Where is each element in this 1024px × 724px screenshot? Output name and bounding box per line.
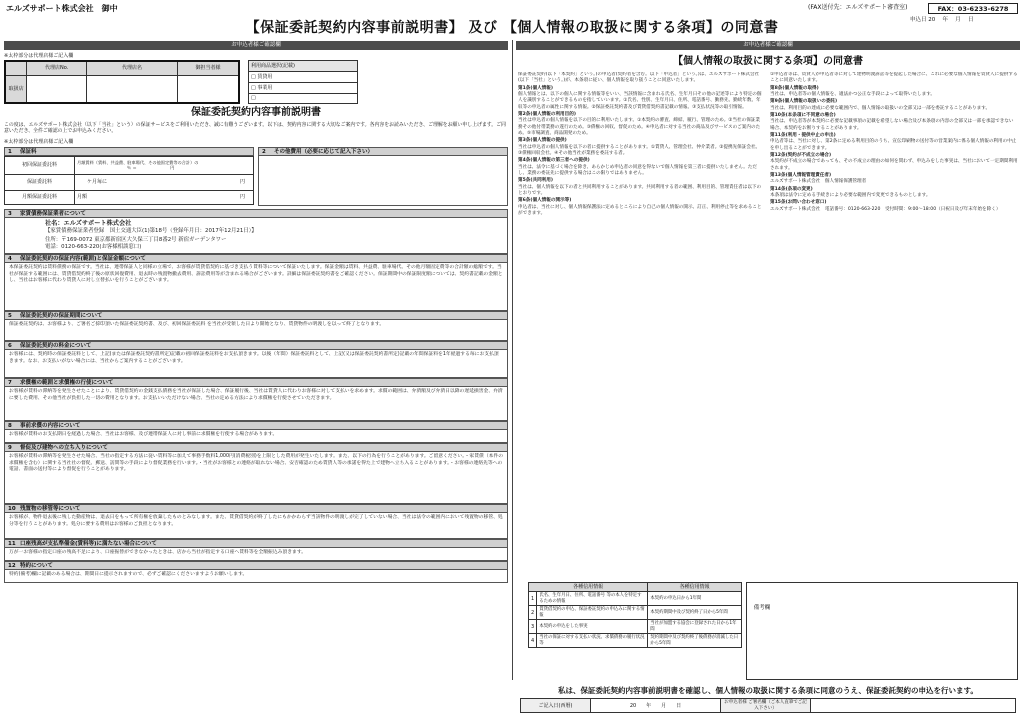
usage-option-rental[interactable]: □ 賃貸用 [249, 72, 358, 83]
table-cell: 本契約の申込日から1年間 [648, 592, 742, 606]
section-7-body: お客様が賃料の滞納等を発生させたことにより、賃貸借契約の金銭支払債務を当社が保証した場合、保証履行後、当社は賃貸人に代わりお客様に対して支払いを求めます。求償の範囲は、弁済額及び弁済日以降の遅延損害金、弁済に要した費用、その他当社が負担した一切の費用となります。お支払いいただけない場合、当社の定める方法により求償権を行使させていただきます。 [4, 387, 508, 421]
fee-row-detail: ケ月毎に [87, 179, 108, 186]
fee-row-detail: 月額 [77, 194, 88, 201]
page-title: 【保証委託契約内容事前説明書】 及び 【個人情報の取扱に関する条項】の同意書 [245, 20, 779, 36]
privacy-title: 【個人情報の取扱に関する条項】の同意書 [673, 56, 863, 67]
left-confirm-bar: お申込者様ご確認欄 [4, 41, 508, 50]
fee-row-name: 月額保証委託料 [5, 190, 75, 204]
table-row-num: 1 [529, 592, 537, 606]
company-registration: 【家賃債務保証業者登録 国土交通大臣(1)第18号（登録年月日：2017年12月21日）】 [45, 227, 257, 234]
table-row-num: 3 [529, 620, 537, 634]
section-6-head: 6 保証委託契約の料金について [4, 341, 508, 350]
section-5-head: 5 保証委託契約の保証期間について [4, 311, 508, 320]
fax-label: (FAX送付先：エルズサポート審査室) [808, 4, 908, 11]
section-9-body: お客様が賃料の滞納等を発生させた場合、当社の指定する方法に従い賃料等に加えて事務手数料1,000円(消費税別)を上限とした費用が発生いたします。また、以下の行為を行うことがあります。ご留意ください。・家賃債（本件の求償権を含む）に関する当社社の督促、郵送、訪問等の手段により督促業務を行います。・当社がお客様との連絡が取れない場合、安否確認のため賃貸人等の承諾を得た上で建物へ立ち入ることがあります。・お客様の連絡先等への電話、書面の送付等により督促を行うことがあります。 [4, 452, 508, 504]
signature-label: お申込者様 ご署名欄（ご本人直筆でご記入下さい） [721, 699, 811, 713]
section-12-head: 12 特約について [4, 561, 508, 570]
table-cell: 当社の保証に対する支払い状況、求償債務の履行状況等 [537, 634, 648, 648]
fee-section [4, 147, 254, 206]
section-4-head: 4 保証委託契約の保証内容(範囲)と保証金額について [4, 254, 508, 263]
agency-table [4, 60, 240, 104]
fee-row-value[interactable]: ％ ＝ 円 [127, 165, 175, 171]
fax-number: FAX：03-6233-6278 [928, 3, 1018, 14]
agency-staff-field[interactable] [178, 75, 239, 103]
doc-title: 保証委託契約内容事前説明書 [191, 107, 321, 119]
fee-table [4, 156, 254, 205]
fee-row-detail: 月額賃料（賃料、共益費、駐車場代、その他固定費等の合計）の [77, 160, 199, 165]
section-4-body: 本保証委託契約は賃料債務の保証です。当社は、連帯保証人と同様の立場で、お客様が賃貸借契約に基づき支払う賃料等について保証いたします。保証金額は賃料、共益費、駐車場代、その他月額固定費等の合計額の総額です。当社が保証する範囲には、賃貸借契約終了後の原状回復費用、退去時の残置物撤去費用、訴訟費用等が含まれる場合がございます。詳細は保証委託契約書をご確認ください。保証期間中の保証限度額については、契約書記載の金額とし、当社はお客様に代わり賃貸人に対し立替払いを行うことがございます。 [4, 263, 508, 311]
fee-row-name: 初回保証委託料 [5, 156, 75, 174]
section-7-head: 7 求償権の範囲と求償権の行使について [4, 378, 508, 387]
section-12-body: 特約(備考)欄に記載のある場合は、期間日に提示されますので、必ずご確認にくださいますようお願いします。 [4, 570, 508, 583]
section-8-head: 8 事前求償の内容について [4, 421, 508, 430]
right-confirm-bar: お申込者様ご確認欄 [516, 41, 1020, 50]
usage-title: 利用商品選択(記載) [249, 61, 358, 72]
agency-corner [5, 61, 27, 75]
table-row-num: 4 [529, 634, 537, 648]
company-name: 社名：エルズサポート株式会社 [45, 219, 132, 227]
table-cell: 氏名、生年月日、住所、電話番号 等の本人を特定するための情報 [537, 592, 648, 606]
agency-staff-header: 御担当者様 [178, 61, 239, 75]
table-cell: 契約期間中及び契約終了後債務が消滅した日から5年間 [648, 634, 742, 648]
table-row-num: 2 [529, 606, 537, 620]
retention-header: 各種信用情報 [648, 583, 742, 592]
addressee: エルズサポート株式会社 御中 [6, 4, 118, 13]
date-field[interactable]: 20 年 月 日 [591, 699, 721, 713]
fee-row-value[interactable]: 円 [239, 194, 245, 201]
fee-section-head: 1 保証料 [4, 147, 254, 156]
agency-row-label: 取扱店 [5, 75, 27, 103]
privacy-clauses-right: ①申込者等は、賃貸人が申込者等に対して建物明渡訴訟等を提起した場合に、これに必要な個人情報を賃貸人に提供することに同意いたします。 第8条(個人情報の取得) 当社は、申込者等の個人情報を、適法かつ公正な手段によって取得いたします。 第9条(個人情報の取扱いの委託) 当社は、利用目的の達成に必要な範囲内で、個人情報の取扱いの全部又は一部を委託することがあります。 第10条(本条項に不同意の場合) 当社は、申込者等が本契約に必要な記載事項の記載を希望しない場合及び本条項の内容の全部又は一部を承認できない場合、本契約をお断りすることがあります。 第11条(利用・提供中止の申出) 申込者等は、当社に対し、第2条に定める利用目的のうち、宣伝印刷物の送付等の営業案内に係る個人情報の利用の中止を申し出ることができます。 第12条(契約が不成立の場合) 本契約が不成立の場合であっても、その不成立の理由の如何を問わず、申込みをした事実は、当社において一定期間利用されます。 第13条(個人情報管理責任者) エルズサポート株式会社 個人情報保護管理者 第14条(条項の変更) 本条項は法令に定める手続きにより必要な範囲内で変更できるものとします。 第15条(お問い合わせ窓口) エルズサポート株式会社 電話番号：0120-663-220 受付時間：9:00～18:00（日祝日及び年末年始を除く） [770, 72, 1018, 212]
date-label: ご記入日(西暦) [521, 699, 591, 713]
section-6-body: お客様には、契約時の保証委託料として、上記(または保証委託契約書所定)記載の初回保証委託料をお支払頂きます。以後（年間）保証委託料として、上記(又は保証委託契約書所定)記載の年間保証料を1年経過する毎にお支払頂きます。なお、お支払いがない場合には、当社からご案内することがございます。 [4, 350, 508, 378]
agency-name-header: 代理店名 [86, 61, 177, 75]
table-cell: 当社が加盟する協会に登録された日から1年間 [648, 620, 742, 634]
table-cell: 本契約期間中及び契約終了日から5年間 [648, 606, 742, 620]
fee-row-name: 保証委託料 [5, 174, 75, 190]
section-3-body [4, 218, 508, 255]
signature-table [520, 698, 1016, 713]
agency-no-header: 代理店No. [27, 61, 87, 75]
other-fees-head: 2 その他費用（必要に応じて記入下さい） [258, 147, 508, 156]
usage-option-business[interactable]: □ 事業用 [249, 82, 358, 93]
section-10-body: お客様が、物件退去後に残した動産物は、退去日をもって所有権を放棄したものとみなします。また、賃貸借契約が終了したにもかかわらず当該物件の明渡しが完了していない場合、当社は法令の範囲内において残置物の移管、処分等を行うことがあります。処分に要する費用はお客様のご負担となります。 [4, 513, 508, 539]
application-date: 申込日 20 年 月 日 [910, 17, 974, 23]
section-11-head: 11 口座残高が支払準備金(賃料等)に満たない場合について [4, 539, 508, 548]
consent-statement: 私は、保証委託契約内容事前説明書を確認し、個人情報の取扱に関する条項に同意のうえ、保証委託契約の申込を行います。 [558, 686, 978, 695]
agency-name-field[interactable] [86, 75, 177, 103]
table-cell: 本契約の申込をした事実 [537, 620, 648, 634]
remarks-box[interactable] [746, 582, 1018, 680]
usage-option-other[interactable]: □ [249, 93, 358, 104]
retention-header: 各種信用情報 [529, 583, 648, 592]
agency-no-field[interactable] [27, 75, 87, 103]
company-tel: 電話：0120-663-220(お客様相談窓口) [45, 244, 142, 251]
section-8-body: お客様が賃料のお支払期日を経過した場合、当社はお客様、及び連帯保証人に対し事前に求償権を行使する場合があります。 [4, 430, 508, 443]
column-divider [512, 40, 513, 680]
retention-table [528, 582, 742, 648]
intro-text: この度は、エルズサポート株式会社（以下「当社」という）の保証サービスをご利用いただき、誠に有難うございます。以下は、契約内容に関する大切なご案内です。各内容をお読みいただき、ご理解をお願い申し上げます。ご同意いただき、全件ご確認の上でお申込みください。 [4, 121, 506, 135]
section-10-head: 10 残置物の移管等について [4, 504, 508, 513]
remarks-label: 備考欄 [753, 605, 771, 611]
table-cell: 賃貸借契約の申込、保証委託契約の申込みに関する情報 [537, 606, 648, 620]
other-fees-field[interactable] [258, 156, 508, 206]
usage-table [248, 60, 358, 104]
left-column [4, 53, 508, 583]
other-fees-section [258, 147, 508, 206]
section-11-body: 万が一お客様の指定口座の残高不足により、口座振替ができなかったときは、店から当社が指定する口座へ賃料等を全額振込み頂きます。 [4, 548, 508, 561]
fee-row-value[interactable]: 円 [239, 179, 245, 186]
company-address: 住所：〒169-0072 東京都新宿区大久保三丁目8番2号 新宿ガーデンタワー [45, 237, 227, 244]
signature-field[interactable] [811, 699, 1016, 713]
agent-note: ※太枠部分は代理店様ご記入欄 [4, 138, 74, 145]
section-5-body: 保証委託契約は、お客様より、ご署名ご捺印頂いた保証委託契約書、及び、初回保証委託料 を当社が受領した日より開始となり、賃貸物件の明渡しを以って終了となります。 [4, 320, 508, 341]
privacy-clauses-left: 保証委託契約(以下「本契約」という。)の申込者(契約者を含む。以下「申込者」という。)は、エルズサポート株式会社(以下「当社」という。)が、本条項に従い、個人情報を取り扱うことに同意いたします。 第1条(個人情報) 個人情報とは、以下の個人に関する情報等をいい、当該情報に含まれる氏名、生年月日その他の記述等により特定の個人を識別することができるものを指していいます。①氏名、性別、生年月日、住所、電話番号、勤務先、勤続年数、年収等の申込者の属性に関する情報。②保証委託契約書及び賃貸借契約書記載の情報。③支払状況等の取引情報。 第2条(個人情報の利用目的) 当社は申込者の個人情報を以下の目的に利用いたします。①本契約の審査、締結、履行、管理のため。②当社の保証業務その他付帯業務の遂行のため。③債権の回収、督促のため。④申込者に対する当社の商品及びサービスのご案内のため。⑤市場調査、商品開発のため。 第3条(個人情報の提供) 当社は申込者の個人情報を以下の者に提供することがあります。①賃貸人、管理会社、仲介業者。②提携先保証会社。③債権回収会社。④その他当社が業務を委託する者。 第4条(個人情報の第三者への提供) 当社は、法令に基づく場合を除き、あらかじめ申込者の同意を得ないで個人情報を第三者に提供いたしません。ただし、業務の委託先に提供する場合はこの限りではありません。 第5条(共同利用) 当社は、個人情報を以下の者と共同利用することがあります。共同利用する者の範囲、利用目的、管理責任者は以下のとおりです。 第6条(個人情報の開示等) 申込者は、当社に対し、個人情報保護法に定めるところにより自己の個人情報の開示、訂正、利用停止等を求めることができます。 [518, 72, 762, 216]
section-3-head: 3 家賃債務保証業者について [4, 209, 508, 218]
section-9-head: 9 督促及び建物への立ち入りについて [4, 443, 508, 452]
agency-note: ※太枠部分は代理店様ご記入欄 [4, 53, 74, 59]
